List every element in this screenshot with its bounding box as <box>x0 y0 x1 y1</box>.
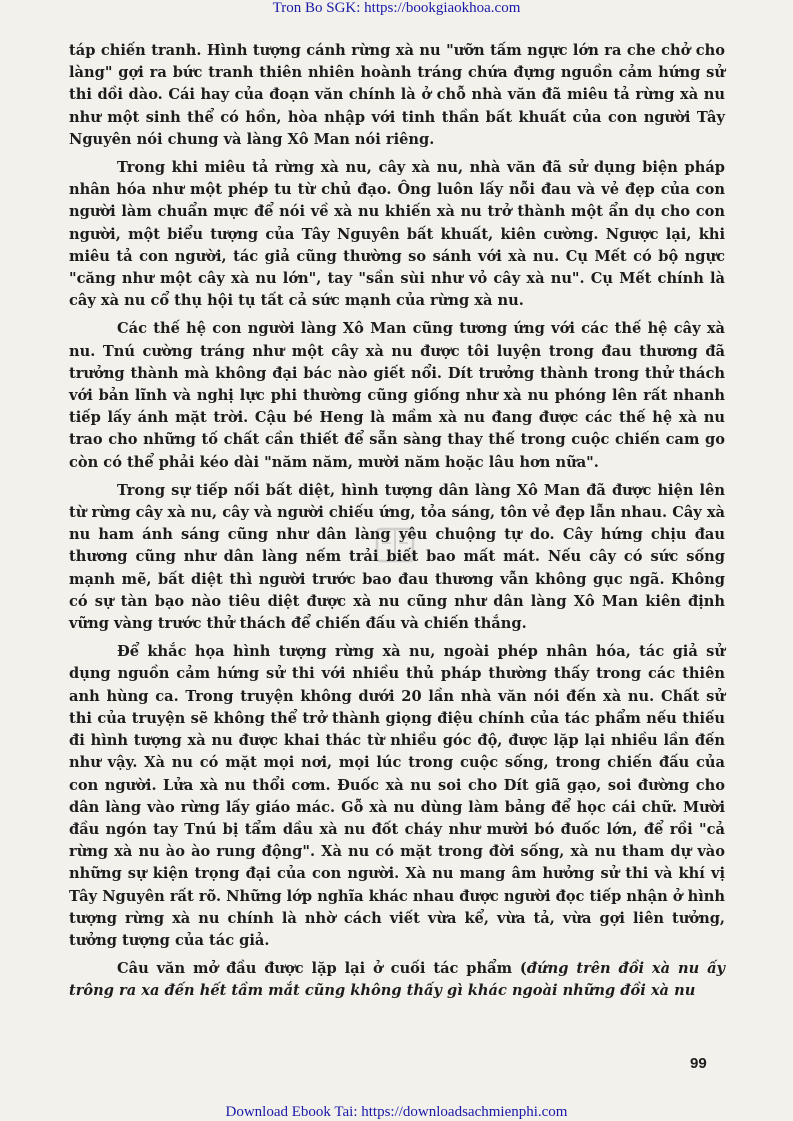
paragraph-6-lead: Câu văn mở đầu được lặp lại ở cuối tác phẩm ( <box>117 960 527 978</box>
header-source-link[interactable]: Tron Bo SGK: https://bookgiaokhoa.com <box>272 0 521 16</box>
paragraph-2: Trong khi miêu tả rừng xà nu, cây xà nu, nhà văn đã sử dụng biện pháp nhân hóa như một phép tu từ chủ đạo. Ông luôn lấy nỗi đau và vẻ đẹp của con người làm chuẩn mực để nói về xà nu khiến xà nu trở thành một ẩn dụ cho con người, một biểu tượng của Tây Nguyên bất khuất, kiên cường. Ngược lại, khi miêu tả con người, tác giả cũng thường so sánh với xà nu. Cụ Mết có bộ ngực "căng như một cây xà nu lớn", tay "sần sùi như vỏ cây xà nu". Cụ Mết chính là cây xà nu cổ thụ hội tụ tất cả sức mạnh của rừng xà nu. <box>69 159 725 310</box>
page-number: 99 <box>690 1055 707 1072</box>
paragraph-5: Để khắc họa hình tượng rừng xà nu, ngoài phép nhân hóa, tác giả sử dụng nguồn cảm hứng sử thi với nhiều thủ pháp thường thấy trong các thiên anh hùng ca. Trong truyện không dưới 20 lần nhà văn nói đến xà nu. Chất sử thi của truyện sẽ không thể trở thành giọng điệu chính của tác phẩm nếu thiếu đi hình tượng xà nu được khai thác từ nhiều góc độ, được lặp lại nhiều lần đến như vậy. Xà nu có mặt mọi nơi, mọi lúc trong cuộc sống, trong chiến đấu của con người. Lửa xà nu thổi cơm. Đuốc xà nu soi cho Dít giã gạo, soi đường cho dân làng vào rừng lấy giáo mác. Gỗ xà nu dùng làm bảng để học cái chữ. Mười đầu ngón tay Tnú bị tẩm dầu xà nu đốt cháy như mười bó đuốc lớn, để rồi "cả rừng xà nu ào ào rung động". Xà nu có mặt trong đời sống, xà nu tham dự vào những sự kiện trọng đại của con người. Xà nu mang âm hưởng sử thi và khí vị Tây Nguyên rất rõ. Những lớp nghĩa khác nhau được người đọc tiếp nhận ở hình tượng rừng xà nu chính là nhờ cách viết vừa kể, vừa tả, vừa gợi liên tưởng, tưởng tượng của tác giả. <box>69 643 725 949</box>
paragraph-3: Các thế hệ con người làng Xô Man cũng tương ứng với các thế hệ cây xà nu. Tnú cường tráng như một cây xà nu được tôi luyện trong đau thương đã trưởng thành mà không đại bác nào giết nổi. Dít trưởng thành trong thử thách với bản lĩnh và nghị lực phi thường cũng giống như xà nu phóng lên rất nhanh tiếp lấy ánh mặt trời. Cậu bé Heng là mầm xà nu đang được các thế hệ xà nu trao cho những tố chất cần thiết để sẵn sàng thay thế trong cuộc chiến cam go còn có thể phải kéo dài "năm năm, mười năm hoặc lâu hơn nữa". <box>69 320 725 471</box>
paragraph-6-quote: đứng trên đồi xà nu ấy trông ra xa đến hết tầm mắt cũng không thấy gì khác ngoài những đồi xà nu <box>69 960 726 1000</box>
page-body <box>69 40 725 1009</box>
paragraph-6 <box>69 958 725 1002</box>
paragraph-4: Trong sự tiếp nối bất diệt, hình tượng dân làng Xô Man đã được hiện lên từ rừng cây xà nu, cây và người chiếu ứng, tỏa sáng, tôn vẻ đẹp lẫn nhau. Cây xà nu ham ánh sáng cũng như dân làng yêu chuộng tự do. Cây hứng chịu đau thương cũng như dân làng nếm trải biết bao mất mát. Nếu cây có sức sống mạnh mẽ, bất diệt thì người trước bao đau thương vẫn không gục ngã. Không có sự tàn bạo nào tiêu diệt được xà nu cũng như dân làng Xô Man kiên định vững vàng trước thử thách để chiến đấu và chiến thắng. <box>69 481 725 633</box>
paragraph-1: táp chiến tranh. Hình tượng cánh rừng xà nu "ưỡn tấm ngực lớn ra che chở cho làng" gợi ra bức tranh thiên nhiên hoành tráng chứa đựng nguồn cảm hứng sử thi dồi dào. Cái hay của đoạn văn chính là ở chỗ nhà văn đã miêu tả rừng xà nu như một sinh thể có hồn, hòa nhập với tinh thần bất khuất của con người Tây Nguyên nói chung và làng Xô Man nói riêng. <box>69 42 725 148</box>
footer-download-link[interactable]: Download Ebook Tai: https://downloadsachmienphi.com <box>225 1104 568 1120</box>
